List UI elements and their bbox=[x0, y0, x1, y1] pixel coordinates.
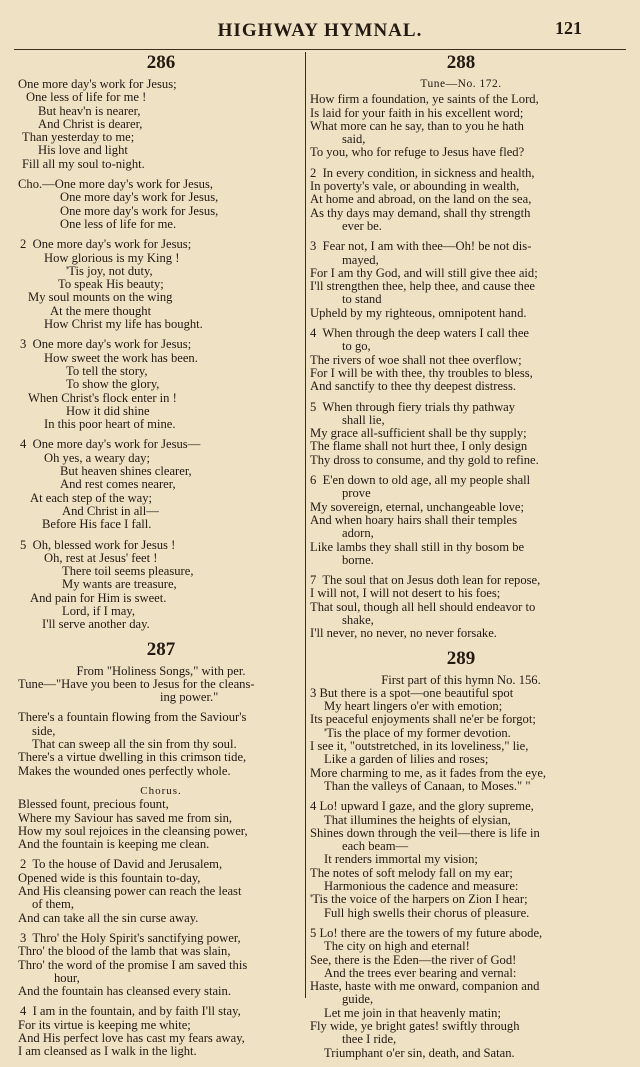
verse-line: 5 When through fiery trials thy pathway bbox=[310, 399, 516, 414]
hymn-number-289: 289 bbox=[446, 647, 476, 669]
verse-line: thee I ride, bbox=[342, 1032, 397, 1047]
column-divider bbox=[305, 52, 306, 998]
verse-line: Thy dross to consume, and thy gold to refine. bbox=[310, 452, 539, 467]
hymn-286-verse-3 bbox=[18, 338, 304, 431]
verse-line: mayed, bbox=[342, 252, 379, 267]
hymn-289-verse-4 bbox=[310, 800, 612, 920]
hymn-287-verse-2 bbox=[18, 858, 304, 924]
hymn-289-verse-5 bbox=[310, 927, 612, 1060]
verse-line: One more day's work for Jesus; bbox=[18, 77, 177, 91]
verse-line: each beam— bbox=[342, 839, 409, 854]
verse-line: The flame shall not hurt thee, I only design bbox=[310, 439, 528, 454]
verse-line: I'll serve another day. bbox=[42, 617, 150, 632]
verse-line: My grace all-sufficient shall be thy supply; bbox=[310, 426, 527, 441]
verse-line: 3 One more day's work for Jesus; bbox=[20, 337, 192, 352]
verse-line: And pain for Him is sweet. bbox=[30, 590, 167, 605]
verse-line: One less of life for me. bbox=[60, 216, 177, 231]
verse-line: I'll never, no never, no never forsake. bbox=[310, 626, 497, 641]
hymn-286-verse-5 bbox=[18, 539, 304, 632]
verse-line: Shines down through the veil—there is life in bbox=[310, 825, 540, 840]
verse-line: How Christ my life has bought. bbox=[44, 317, 203, 332]
hymn-286-verse-2 bbox=[18, 238, 304, 331]
verse-line: 4 Lo! upward I gaze, and the glory supreme, bbox=[310, 799, 534, 814]
verse-line: adorn, bbox=[342, 526, 374, 541]
verse-line: The rivers of woe shall not thee overflow; bbox=[310, 352, 522, 367]
verse-line: One more day's work for Jesus, bbox=[60, 203, 219, 218]
verse-line: Tune—"Have you been to Jesus for the cleans- bbox=[18, 676, 255, 691]
verse-line: I see it, "outstretched, in its loveliness," lie, bbox=[310, 739, 529, 754]
verse-line: to go, bbox=[342, 339, 371, 354]
verse-line: And the fountain has cleansed every stain. bbox=[18, 984, 231, 999]
verse-line: That can sweep all the sin from thy soul. bbox=[32, 737, 237, 752]
verse-line: My soul mounts on the wing bbox=[28, 290, 173, 305]
verse-line: Is laid for your faith in his excellent word; bbox=[310, 105, 524, 120]
verse-line: 2 One more day's work for Jesus; bbox=[20, 237, 192, 252]
verse-line: 3 Fear not, I am with thee—Oh! be not dis- bbox=[310, 239, 532, 254]
verse-line: Fly wide, ye bright gates! swiftly through bbox=[310, 1019, 520, 1033]
verse-line: To speak His beauty; bbox=[58, 277, 164, 292]
verse-line: 7 The soul that on Jesus doth lean for repose, bbox=[310, 573, 541, 588]
verse-line: And Christ is dearer, bbox=[38, 116, 143, 131]
verse-line: Harmonious the cadence and measure: bbox=[324, 879, 519, 894]
verse-line: Let me join in that heavenly matin; bbox=[324, 1005, 501, 1020]
verse-line: I'll strengthen thee, help thee, and cause thee bbox=[310, 279, 536, 294]
hymn-287-verse-1 bbox=[18, 711, 304, 777]
hymn-288-verse-6 bbox=[310, 474, 612, 567]
verse-line: And sanctify to thee thy deepest distress. bbox=[310, 379, 517, 394]
verse-line: Oh, rest at Jesus' feet ! bbox=[44, 550, 158, 565]
verse-line: Opened wide is this fountain to-day, bbox=[18, 870, 201, 885]
hymn-287-chorus-heading: Chorus. bbox=[140, 784, 182, 797]
verse-line: My wants are treasure, bbox=[62, 577, 177, 592]
verse-line: To show the glory, bbox=[66, 377, 160, 392]
verse-line: And rest comes nearer, bbox=[60, 477, 176, 492]
verse-line: Makes the wounded ones perfectly whole. bbox=[18, 763, 231, 778]
verse-line: And Christ in all— bbox=[62, 503, 159, 518]
page-number: 121 bbox=[555, 18, 582, 38]
verse-line: My sovereign, eternal, unchangeable love; bbox=[310, 499, 525, 514]
verse-line: How sweet the work has been. bbox=[44, 350, 198, 365]
hymn-288-verse-4 bbox=[310, 327, 612, 393]
verse-line: When Christ's flock enter in ! bbox=[28, 390, 177, 405]
verse-line: 3 But there is a spot—one beautiful spot bbox=[310, 685, 514, 700]
verse-line: 2 To the house of David and Jerusalem, bbox=[20, 857, 223, 872]
verse-line: There toil seems pleasure, bbox=[62, 564, 194, 579]
hymn-288-verse-1 bbox=[310, 93, 612, 159]
verse-line: 5 Oh, blessed work for Jesus ! bbox=[20, 537, 176, 552]
hymn-288-verse-2 bbox=[310, 167, 612, 233]
verse-line: Thro' the blood of the lamb that was slain, bbox=[18, 944, 231, 959]
verse-line: There's a virtue dwelling in this crimson tide, bbox=[18, 750, 247, 765]
verse-line: Before His face I fall. bbox=[42, 517, 152, 532]
verse-line: guide, bbox=[342, 992, 374, 1007]
hymn-288-verse-3 bbox=[310, 240, 612, 320]
hymn-287-tune bbox=[18, 678, 304, 705]
verse-line: And His cleansing power can reach the least bbox=[18, 884, 242, 899]
hymn-288-verse-7 bbox=[310, 574, 612, 640]
verse-line: 4 When through the deep waters I call thee bbox=[310, 326, 530, 341]
verse-line: Lord, if I may, bbox=[62, 603, 135, 618]
verse-line: But heaven shines clearer, bbox=[60, 464, 192, 479]
verse-line: I will not, I will not desert to his foes; bbox=[310, 586, 501, 601]
verse-line: I am cleansed as I walk in the light. bbox=[18, 1044, 197, 1059]
verse-line: As thy days may demand, shall thy strength bbox=[310, 205, 531, 220]
right-column bbox=[310, 50, 612, 1067]
verse-line: Full high swells their chorus of pleasure. bbox=[324, 905, 530, 920]
hymn-286-chorus bbox=[18, 178, 304, 231]
verse-line: Blessed fount, precious fount, bbox=[18, 797, 169, 812]
verse-line: How glorious is my King ! bbox=[44, 250, 180, 265]
page-header bbox=[0, 20, 640, 46]
verse-line: And can take all the sin curse away. bbox=[18, 910, 199, 925]
verse-line: Thro' the word of the promise I am saved this bbox=[18, 957, 248, 972]
verse-line: 3 Thro' the Holy Spirit's sanctifying power, bbox=[20, 930, 241, 945]
verse-line: How it did shine bbox=[66, 403, 150, 418]
verse-line: And when hoary hairs shall their temples bbox=[310, 512, 518, 527]
verse-line: ing power." bbox=[160, 690, 219, 705]
hymn-289-note: First part of this hymn No. 156. bbox=[381, 672, 541, 687]
verse-line: In this poor heart of mine. bbox=[44, 417, 176, 432]
verse-line: prove bbox=[342, 486, 371, 501]
verse-line: It renders immortal my vision; bbox=[324, 852, 478, 867]
verse-line: For I will be with thee, thy troubles to bless, bbox=[310, 365, 533, 380]
hymn-287-verse-4 bbox=[18, 1005, 304, 1058]
verse-line: Like a garden of lilies and roses; bbox=[324, 752, 489, 767]
verse-line: ever be. bbox=[342, 218, 382, 233]
verse-line: One less of life for me ! bbox=[26, 90, 147, 105]
hymn-286-verse-4 bbox=[18, 438, 304, 531]
verse-line: said, bbox=[342, 132, 366, 147]
hymn-number-288: 288 bbox=[446, 52, 476, 73]
verse-line: Upheld by my righteous, omnipotent hand. bbox=[310, 305, 527, 320]
verse-line: Like lambs they shall still in thy bosom be bbox=[310, 539, 525, 554]
verse-line: My heart lingers o'er with emotion; bbox=[324, 699, 503, 714]
verse-line: Its peaceful enjoyments shall ne'er be forgot; bbox=[310, 712, 536, 727]
verse-line: shall lie, bbox=[342, 412, 385, 427]
verse-line: To you, who for refuge to Jesus have fled? bbox=[310, 145, 525, 160]
verse-line: 'Tis the voice of the harpers on Zion I hear; bbox=[310, 892, 528, 907]
verse-line: 5 Lo! there are the towers of my future abode, bbox=[310, 925, 543, 940]
verse-line: For I am thy God, and will still give thee aid; bbox=[310, 265, 538, 280]
verse-line: How my soul rejoices in the cleansing power, bbox=[18, 823, 248, 838]
verse-line: That soul, though all hell should endeavor to bbox=[310, 599, 536, 614]
verse-line: To tell the story, bbox=[66, 363, 148, 378]
verse-line: For its virtue is keeping me white; bbox=[18, 1017, 191, 1032]
hymn-number-286: 286 bbox=[146, 52, 176, 73]
verse-line: And His perfect love has cast my fears away, bbox=[18, 1031, 245, 1045]
verse-line: Fill all my soul to-night. bbox=[22, 156, 145, 171]
hymn-number-287: 287 bbox=[146, 638, 176, 660]
hymn-288-tune: Tune—No. 172. bbox=[420, 78, 502, 90]
verse-line: Oh yes, a weary day; bbox=[44, 450, 150, 465]
verse-line: Haste, haste with me onward, companion and bbox=[310, 979, 540, 994]
verse-line: 6 E'en down to old age, all my people shall bbox=[310, 473, 531, 488]
verse-line: shake, bbox=[342, 612, 374, 627]
hymn-289-verse-3 bbox=[310, 687, 612, 793]
verse-line: That illumines the heights of elysian, bbox=[324, 812, 511, 827]
verse-line: 'Tis joy, not duty, bbox=[66, 263, 153, 278]
verse-line: What more can he say, than to you he hath bbox=[310, 118, 524, 133]
verse-line: Triumphant o'er sin, death, and Satan. bbox=[324, 1045, 515, 1060]
verse-line: There's a fountain flowing from the Saviour's bbox=[18, 710, 247, 725]
left-column bbox=[18, 50, 304, 1066]
verse-line: 4 One more day's work for Jesus— bbox=[20, 437, 201, 452]
verse-line: Than the valleys of Canaan, to Moses." " bbox=[324, 778, 531, 793]
verse-line: In poverty's vale, or abounding in wealth, bbox=[310, 179, 520, 194]
verse-line: hour, bbox=[54, 970, 80, 985]
hymn-287-chorus bbox=[18, 798, 304, 851]
verse-line: 'Tis the place of my former devotion. bbox=[324, 725, 511, 740]
verse-line: His love and light bbox=[38, 143, 128, 158]
verse-line: 2 In every condition, in sickness and health, bbox=[310, 165, 535, 180]
hymn-287-verse-3 bbox=[18, 932, 304, 998]
verse-line: The notes of soft melody fall on my ear; bbox=[310, 865, 513, 880]
verse-line: At the mere thought bbox=[50, 303, 152, 318]
hymn-287-source: From "Holiness Songs," with per. bbox=[76, 663, 246, 678]
verse-line: See, there is the Eden—the river of God! bbox=[310, 952, 517, 967]
verse-line: At home and abroad, on the land on the sea, bbox=[310, 192, 532, 207]
verse-line: The city on high and eternal! bbox=[324, 939, 470, 954]
verse-line: to stand bbox=[342, 292, 382, 307]
verse-line: At each step of the way; bbox=[30, 490, 153, 505]
verse-line: More charming to me, as it fades from the eye, bbox=[310, 765, 547, 780]
running-title: HIGHWAY HYMNAL. bbox=[217, 20, 423, 41]
verse-line: side, bbox=[32, 723, 56, 738]
verse-line: But heav'n is nearer, bbox=[38, 103, 141, 118]
verse-line: borne. bbox=[342, 552, 374, 567]
verse-line: And the trees ever bearing and vernal: bbox=[324, 965, 517, 980]
hymn-288-verse-5 bbox=[310, 401, 612, 467]
verse-line: 4 I am in the fountain, and by faith I'll stay, bbox=[20, 1004, 241, 1019]
verse-line: How firm a foundation, ye saints of the Lord, bbox=[310, 92, 539, 107]
verse-line: And the fountain is keeping me clean. bbox=[18, 837, 210, 852]
verse-line: Than yesterday to me; bbox=[22, 130, 135, 145]
verse-line: of them, bbox=[32, 897, 74, 912]
hymn-286-verse-1 bbox=[18, 78, 304, 171]
verse-line: Where my Saviour has saved me from sin, bbox=[18, 810, 233, 825]
verse-line: One more day's work for Jesus, bbox=[60, 190, 219, 205]
verse-line: Cho.—One more day's work for Jesus, bbox=[18, 177, 213, 192]
